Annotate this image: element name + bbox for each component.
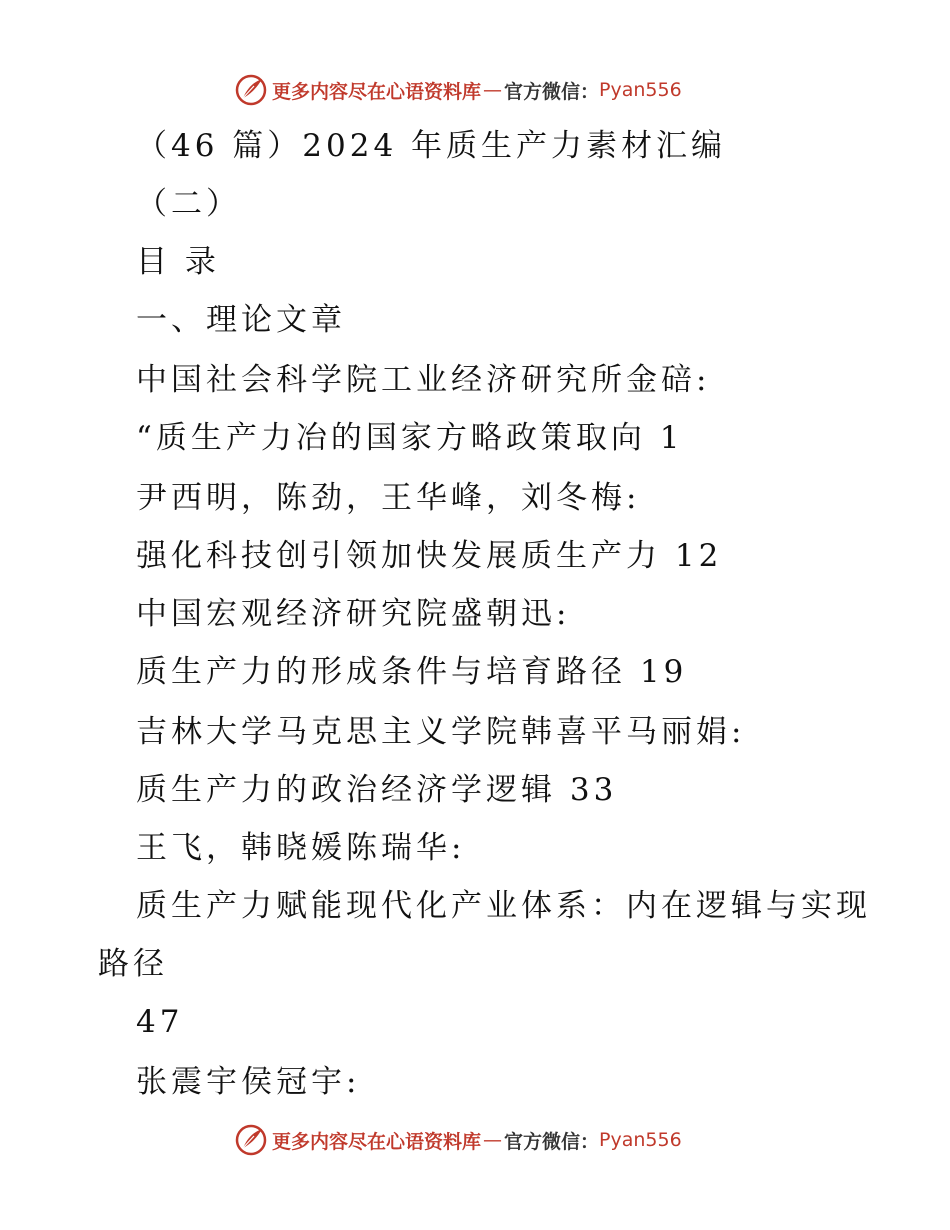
watermark-sub-text: 官方微信： [504, 1130, 600, 1153]
watermark-main-text: 更多内容尽在心语资料库 [272, 80, 482, 103]
toc-entry: “质生产力冶的国家方略政策取向 1 [136, 420, 684, 456]
feather-pen-logo-icon [234, 73, 268, 107]
watermark-dash: — [483, 1129, 503, 1151]
toc-entry: 质生产力的形成条件与培育路径 19 [136, 654, 688, 690]
toc-entry: 吉林大学马克思主义学院韩喜平马丽娟: [136, 714, 746, 750]
document-subtitle: （二） [136, 186, 241, 222]
toc-page-number: 47 [136, 1004, 184, 1040]
watermark-wechat-id: Pyan556 [599, 79, 682, 101]
toc-entry: 尹西明，陈劲，王华峰，刘冬梅: [136, 480, 641, 516]
watermark-main-text: 更多内容尽在心语资料库 [272, 1130, 482, 1153]
document-title: （46 篇）2024 年质生产力素材汇编 [136, 128, 727, 164]
watermark-header [234, 72, 714, 108]
toc-entry: 质生产力的政治经济学逻辑 33 [136, 772, 618, 808]
toc-entry: 强化科技创引领加快发展质生产力 12 [136, 538, 723, 574]
toc-entry-continuation: 路径 [98, 946, 168, 982]
toc-heading: 目 录 [136, 244, 220, 280]
toc-entry: 张震宇侯冠宇: [136, 1064, 361, 1100]
watermark-dash: — [483, 79, 503, 101]
toc-section-heading: 一、理论文章 [136, 302, 346, 338]
watermark-footer [234, 1122, 714, 1158]
toc-entry: 王飞，韩晓媛陈瑞华: [136, 830, 466, 866]
feather-pen-logo-icon [234, 1123, 268, 1157]
toc-entry: 中国社会科学院工业经济研究所金碚: [136, 362, 711, 398]
toc-entry: 质生产力赋能现代化产业体系：内在逻辑与实现 [136, 888, 871, 924]
toc-entry: 中国宏观经济研究院盛朝迅: [136, 596, 571, 632]
watermark-wechat-id: Pyan556 [599, 1129, 682, 1151]
watermark-sub-text: 官方微信： [504, 80, 600, 103]
